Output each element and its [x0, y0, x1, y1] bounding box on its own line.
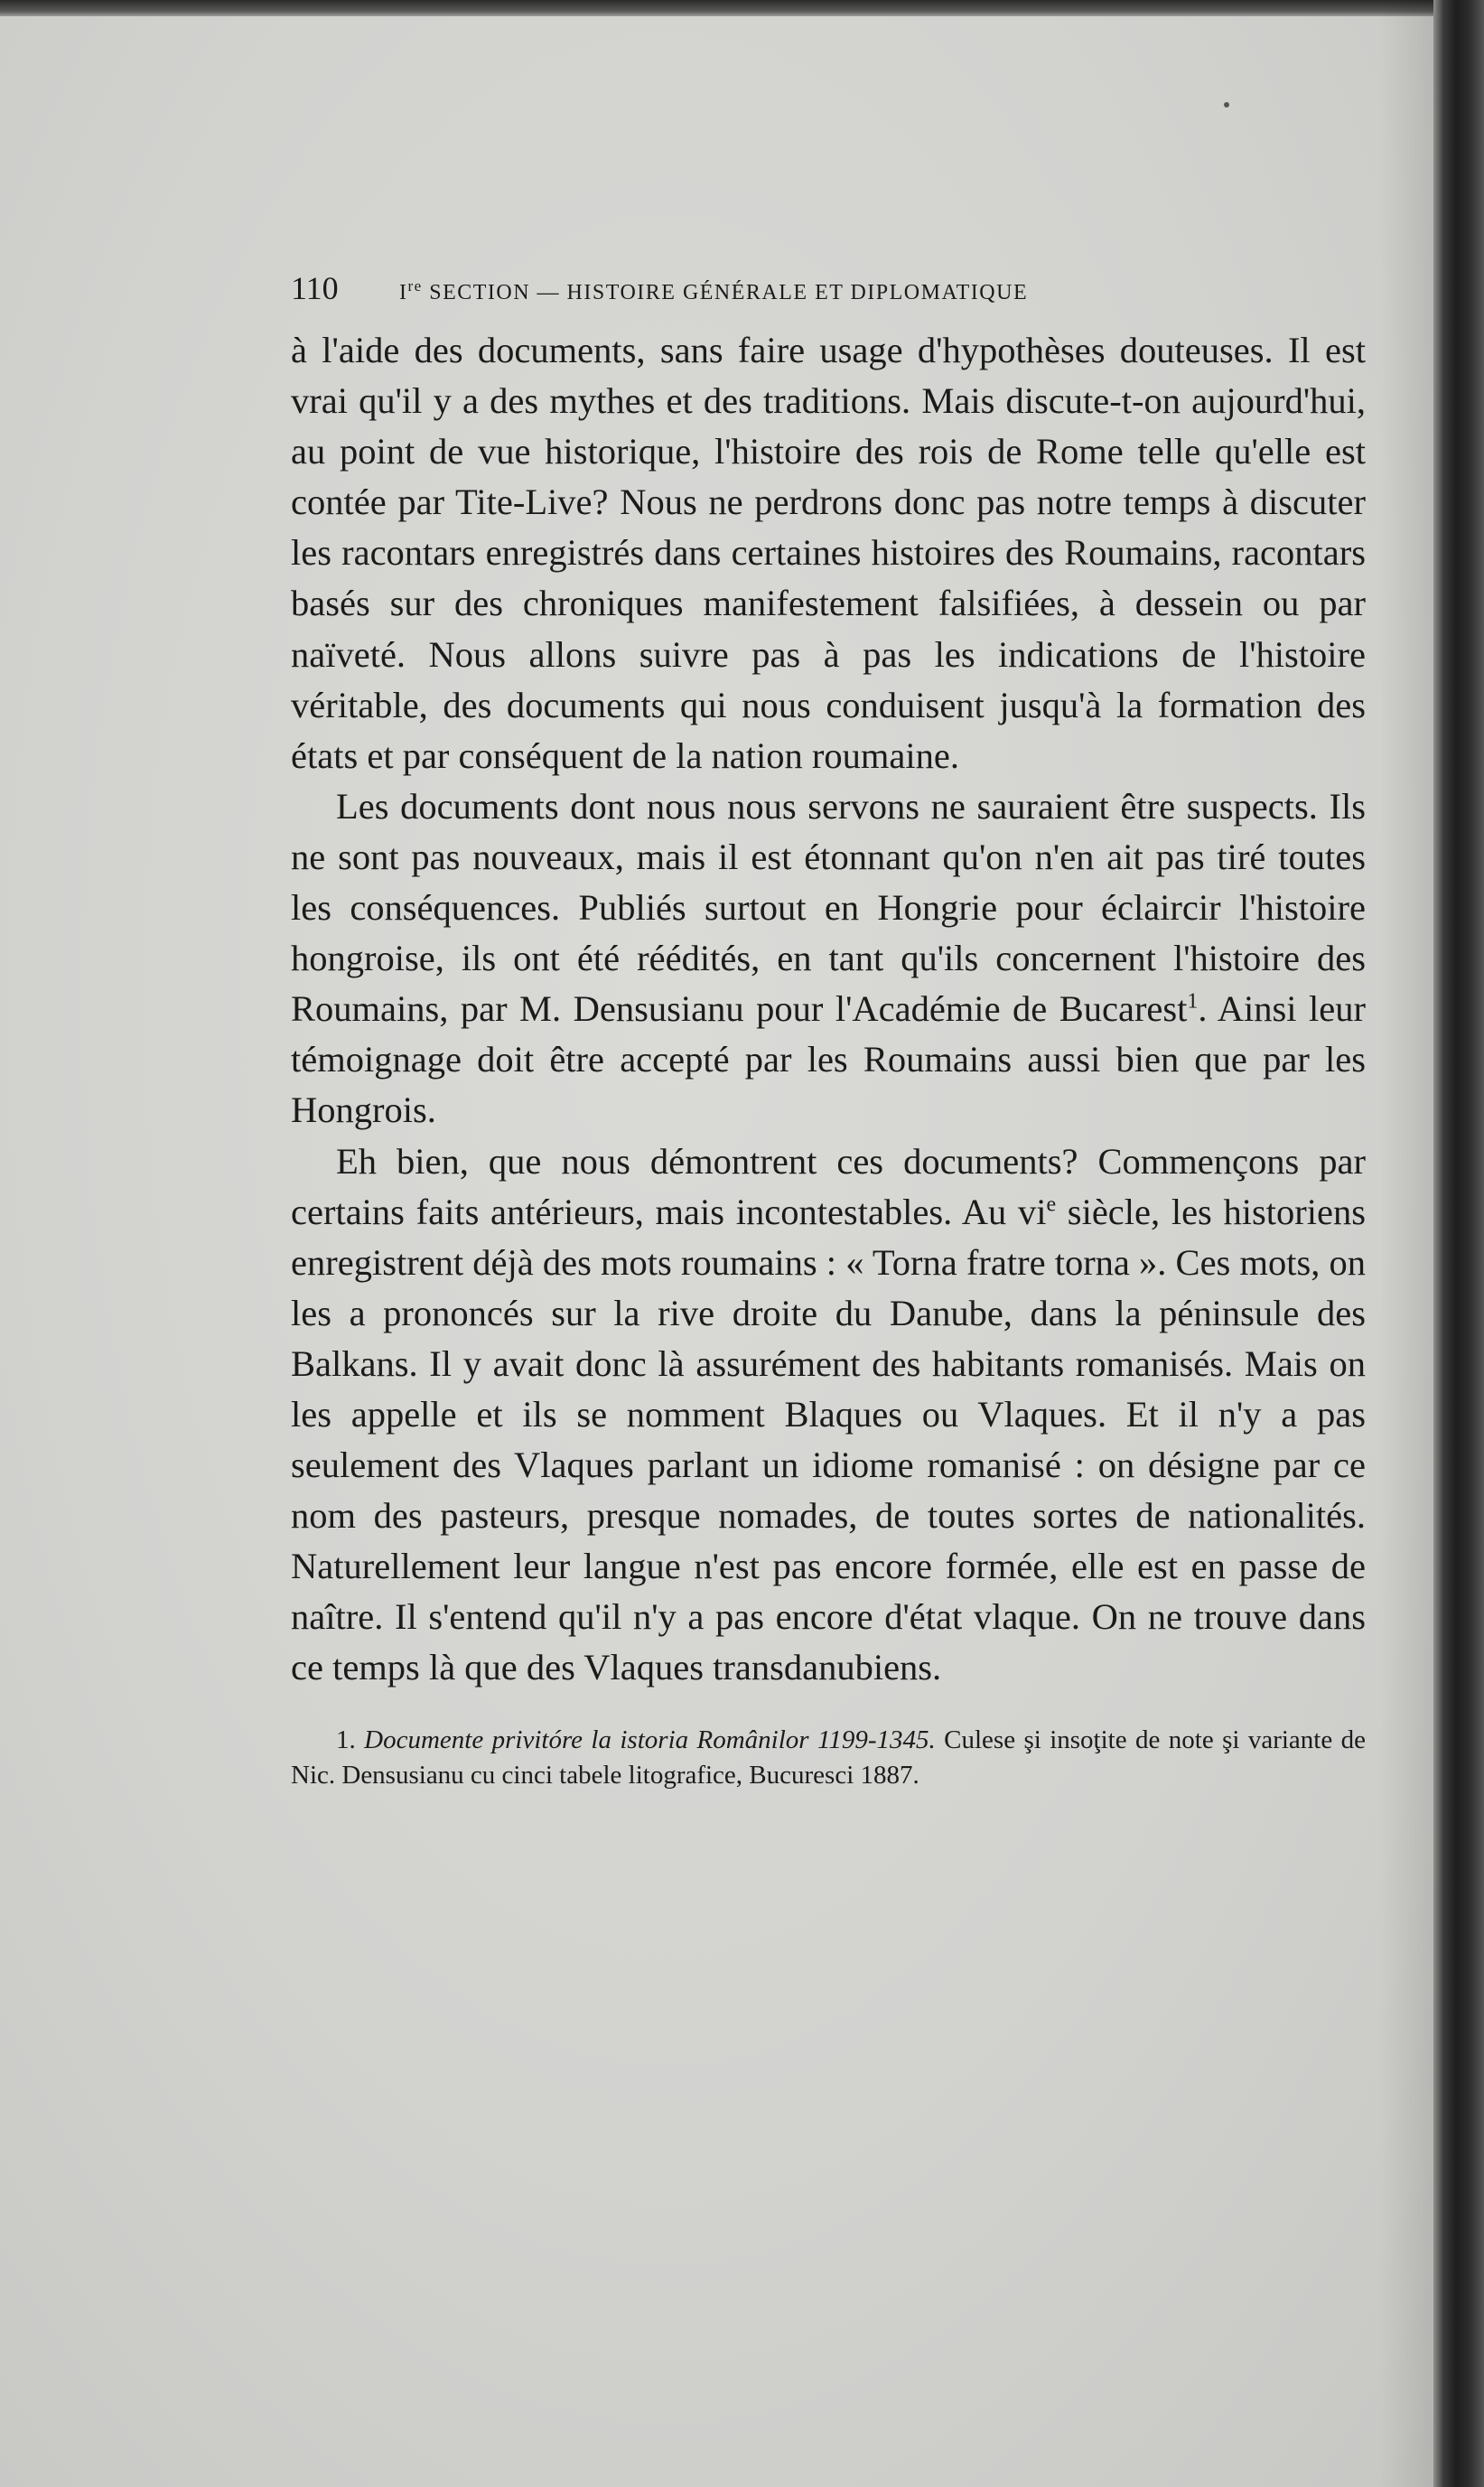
running-header: [291, 269, 1375, 309]
body-text: [291, 325, 1366, 1694]
paragraph-3-text-a: Eh bien, que nous démontrent ces documents? Commençons par certains faits antérieurs, mais incontestables. Au vi: [291, 1140, 1366, 1232]
page-content: [291, 269, 1375, 1793]
paragraph-3-text-b: siècle, les historiens enregistrent déjà des mots roumains : « Torna fratre torna ». Ces mots, on les a prononcés sur la rive droite du Danube, dans la péninsule des Balkans. Il y avait donc là assurément des habitants romanisés. Mais on les appelle et ils se nomment Blaques ou Vlaques. Et il n'y a pas seulement des Vlaques parlant un idiome romanisé : on désigne par ce nom des pasteurs, presque nomades, de toutes sortes de nationalités. Naturellement leur langue n'est pas encore formée, elle est en passe de naître. Il s'entend qu'il n'y a pas encore d'état vlaque. On ne trouve dans ce temps là que des Vlaques transdanubiens.: [291, 1191, 1366, 1688]
paragraph-1: à l'aide des documents, sans faire usage d'hypothèses douteuses. Il est vrai qu'il y a des mythes et des traditions. Mais discute-t-on aujourd'hui, au point de vue historique, l'histoire des rois de Rome telle qu'elle est contée par Tite-Live? Nous ne perdrons donc pas notre temps à discuter les racontars enregistrés dans certaines histoires des Roumains, racontars basés sur des chroniques manifestement falsifiées, à dessein ou par naïveté. Nous allons suivre pas à pas les indications de l'histoire véritable, des documents qui nous conduisent jusqu'à la formation des états et par conséquent de la nation roumaine.: [291, 330, 1366, 776]
ink-speck: [1224, 102, 1229, 108]
header-title: [399, 277, 1028, 305]
footnotes: [291, 1723, 1366, 1793]
footnote-text: Culese şi insoţite de note şi variante de Nic. Densusianu cu cinci tabele litografice, Bucuresci 1887.: [291, 1725, 1366, 1790]
footnote-1: [291, 1723, 1366, 1793]
section-superscript: re: [407, 277, 423, 295]
section-title: SECTION — HISTOIRE GÉNÉRALE ET DIPLOMATIQUE: [422, 281, 1029, 304]
gutter-shadow: [1379, 0, 1433, 2487]
century-superscript: e: [1046, 1192, 1057, 1217]
section-roman: I: [399, 281, 408, 304]
paragraph-2-text-b: . Ainsi leur témoignage doit être accepté par les Roumains aussi bien que par les Hongrois.: [291, 988, 1366, 1131]
paragraph-2: [291, 781, 1366, 1136]
book-binding-edge: [1433, 0, 1484, 2487]
page-number: 110: [291, 270, 339, 306]
top-scan-edge: [0, 0, 1484, 16]
footnote-reference: 1: [1187, 989, 1199, 1014]
paragraph-2-text-a: Les documents dont nous nous servons ne sauraient être suspects. Ils ne sont pas nouveaux, mais il est étonnant qu'on n'en ait pas tiré toutes les conséquences. Publiés surtout en Hongrie pour éclaircir l'histoire hongroise, ils ont été réédités, en tant qu'ils concernent l'histoire des Roumains, par M. Densusianu pour l'Académie de Bucarest: [291, 785, 1366, 1030]
paragraph-3: [291, 1136, 1366, 1694]
footnote-number: 1.: [336, 1725, 365, 1754]
footnote-title: Documente privitóre la istoria Românilor 1199-1345.: [364, 1725, 936, 1754]
